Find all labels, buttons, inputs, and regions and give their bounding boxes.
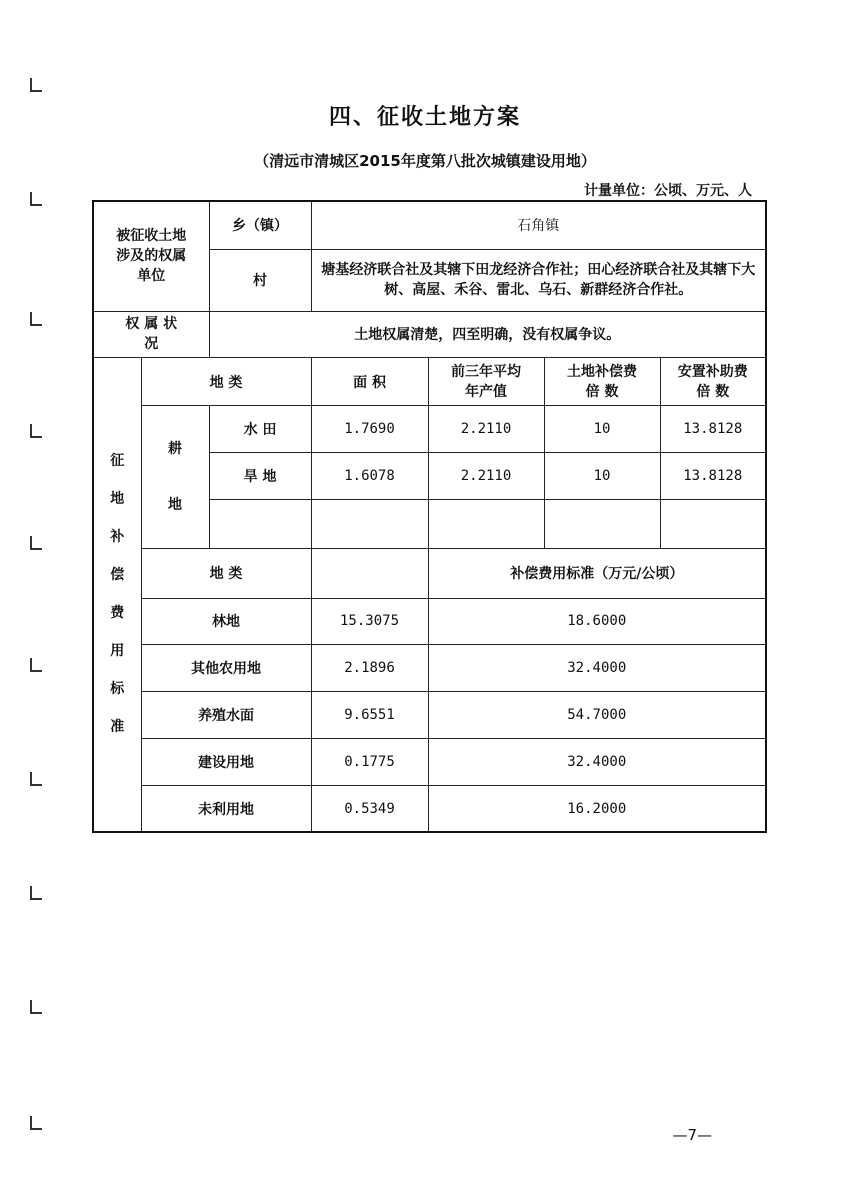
arable-type (209, 500, 311, 548)
header-multiple-text: 土地补偿费倍 数 (567, 363, 638, 400)
compensation-section-label: 征地补偿费用标准 (110, 453, 125, 736)
header-subsidy (660, 357, 766, 405)
township-value: 石角镇 (311, 201, 766, 249)
township-label: 乡（镇） (209, 201, 311, 249)
page-number: —7— (672, 1126, 712, 1144)
owner-label: 被征收土地涉及的权属单位 (116, 228, 187, 285)
land-type: 未利用地 (141, 786, 311, 832)
land-area: 2.1896 (311, 644, 428, 691)
rights-label: 权 属 状 况 (125, 316, 178, 353)
header-multiple (544, 357, 660, 405)
arable-type: 水 田 (209, 406, 311, 453)
arable-avg-output: 2.2110 (428, 453, 544, 500)
land-type: 林地 (141, 598, 311, 644)
village-label: 村 (209, 249, 311, 311)
arable-avg-output (428, 500, 544, 548)
page-title: 四、征收土地方案 (328, 105, 521, 130)
land-standard: 16.2000 (428, 786, 766, 832)
land-type: 建设用地 (141, 739, 311, 786)
header-subsidy-text: 安置补助费倍 数 (677, 363, 748, 400)
arable-subsidy: 13.8128 (660, 406, 766, 453)
land-standard: 54.7000 (428, 691, 766, 738)
land-area: 15.3075 (311, 598, 428, 644)
land-area: 0.5349 (311, 786, 428, 832)
compensation-section-cell (93, 357, 141, 832)
land-type: 养殖水面 (141, 691, 311, 738)
header-area: 面 积 (311, 357, 428, 405)
arable-area: 1.6078 (311, 453, 428, 500)
table-row (93, 598, 766, 644)
arable-label-cell (141, 406, 209, 548)
arable-subsidy: 13.8128 (660, 453, 766, 500)
arable-label: 耕地 (168, 440, 182, 513)
table-row (93, 644, 766, 691)
land-area: 0.1775 (311, 739, 428, 786)
rights-label-cell (93, 311, 209, 357)
header2-standard: 补偿费用标准（万元/公顷） (428, 548, 766, 598)
header-land-type: 地 类 (141, 357, 311, 405)
header-avg-output (428, 357, 544, 405)
land-type: 其他农用地 (141, 644, 311, 691)
header2-empty (311, 548, 428, 598)
land-area: 9.6551 (311, 691, 428, 738)
table-row (93, 786, 766, 832)
arable-multiple: 10 (544, 453, 660, 500)
rights-value: 土地权属清楚，四至明确，没有权属争议。 (209, 311, 766, 357)
land-acquisition-table (92, 200, 767, 833)
arable-type: 旱 地 (209, 453, 311, 500)
land-standard: 32.4000 (428, 644, 766, 691)
arable-multiple (544, 500, 660, 548)
header2-land-type: 地 类 (141, 548, 311, 598)
land-standard: 18.6000 (428, 598, 766, 644)
unit-note: 计量单位：公顷、万元、人 (584, 183, 752, 199)
arable-area: 1.7690 (311, 406, 428, 453)
arable-subsidy (660, 500, 766, 548)
table-row (93, 691, 766, 738)
arable-avg-output: 2.2110 (428, 406, 544, 453)
arable-multiple: 10 (544, 406, 660, 453)
page-subtitle: （清远市清城区2015年度第八批次城镇建设用地） (254, 152, 596, 170)
table-row (93, 406, 766, 453)
header-avg-output-text: 前三年平均年产值 (451, 363, 522, 400)
village-value: 塘基经济联合社及其辖下田龙经济合作社；田心经济联合社及其辖下大树、高屋、禾谷、雷北、乌石、新群经济合作社。 (311, 249, 766, 311)
table-row (93, 739, 766, 786)
arable-area (311, 500, 428, 548)
land-standard: 32.4000 (428, 739, 766, 786)
owner-label-cell (93, 201, 209, 311)
